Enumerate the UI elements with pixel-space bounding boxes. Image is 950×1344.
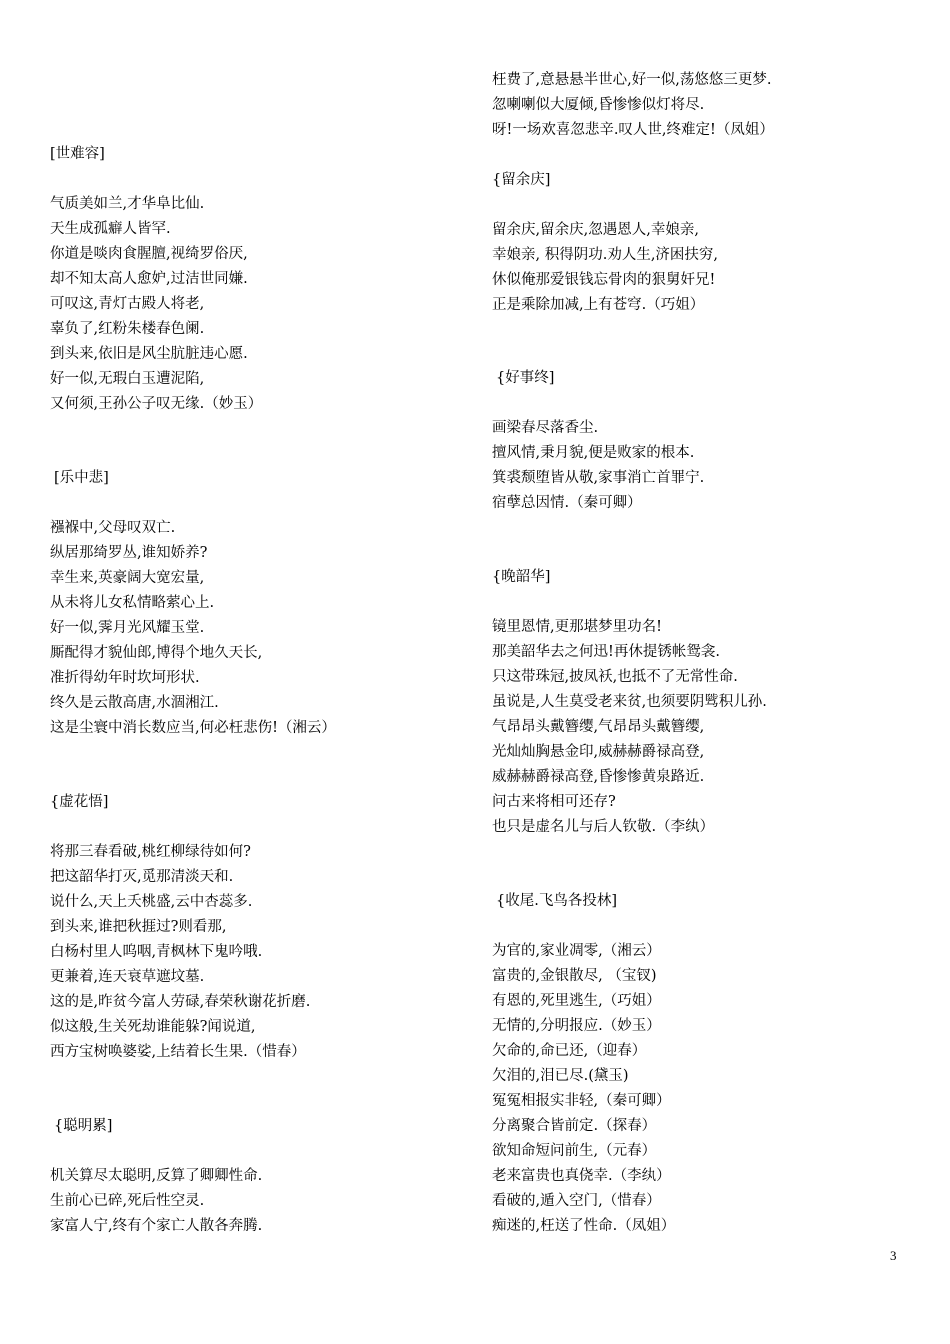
poem-line: 画梁春尽落香尘.	[492, 420, 599, 436]
poem-line: 生前心已碎,死后性空灵.	[50, 1193, 205, 1209]
section-title-lezhongbei: [乐中悲]	[54, 470, 109, 486]
poem-line: 呀!一场欢喜忽悲辛.叹人世,终难定!（凤姐）	[492, 122, 774, 138]
poem-line: 有恩的,死里逃生,（巧姐）	[492, 993, 661, 1009]
poem-line: 分离聚合皆前定.（探春）	[492, 1118, 657, 1134]
section-title-congminglei: {聪明累]	[54, 1118, 113, 1134]
poem-line: 气昂昂头戴簪缨,气昂昂头戴簪缨,	[492, 719, 705, 735]
poem-line: 休似俺那爱银钱忘骨肉的狠舅奸兄!	[492, 272, 716, 288]
poem-line: 欠命的,命已还,（迎春）	[492, 1043, 647, 1059]
poem-line: 只这带珠冠,披凤袄,也抵不了无常性命.	[492, 669, 738, 685]
poem-line: 纵居那绮罗丛,谁知娇养?	[50, 545, 208, 561]
section-title-xuhuawu: {虚花悟]	[50, 794, 109, 810]
poem-line: 看破的,遁入空门,（惜春）	[492, 1193, 661, 1209]
poem-line: 到头来,依旧是风尘肮脏违心愿.	[50, 346, 248, 362]
poem-line: 把这韶华打灭,觅那清淡天和.	[50, 869, 234, 885]
section-title-haoshizhong: {好事终]	[496, 370, 555, 386]
poem-line: 家富人宁,终有个家亡人散各奔腾.	[50, 1218, 263, 1234]
poem-line: 无情的,分明报应.（妙玉）	[492, 1018, 661, 1034]
poem-line: 又何须,王孙公子叹无缘.（妙玉）	[50, 396, 263, 412]
poem-line: 镜里恩情,更那堪梦里功名!	[492, 619, 662, 635]
poem-line: 威赫赫爵禄高登,昏惨惨黄泉路近.	[492, 769, 705, 785]
poem-line: 从未将儿女私情略萦心上.	[50, 595, 215, 611]
section-title-liuyuqing: {留余庆]	[492, 172, 551, 188]
poem-line: 机关算尽太聪明,反算了卿卿性命.	[50, 1168, 263, 1184]
poem-line: 准折得幼年时坎坷形状.	[50, 670, 200, 686]
poem-line: 为官的,家业凋零,（湘云）	[492, 943, 661, 959]
poem-line: 幸生来,英豪阔大宽宏量,	[50, 570, 205, 586]
poem-line: 到头来,谁把秋捱过?则看那,	[50, 919, 227, 935]
poem-line: 厮配得才貌仙郎,博得个地久天长,	[50, 645, 263, 661]
poem-line: 问古来将相可还存?	[492, 794, 616, 810]
page-number: 3	[890, 1248, 897, 1263]
poem-line: 光灿灿胸悬金印,威赫赫爵禄高登,	[492, 744, 705, 760]
poem-line: 却不知太高人愈妒,过洁世同嫌.	[50, 271, 248, 287]
poem-line: 白杨村里人呜咽,青枫林下鬼吟哦.	[50, 944, 263, 960]
poem-line: 气质美如兰,才华阜比仙.	[50, 196, 205, 212]
poem-line: 虽说是,人生莫受老来贫,也须要阴骘积儿孙.	[492, 694, 767, 710]
poem-line: 辜负了,红粉朱楼春色阑.	[50, 321, 205, 337]
poem-line: 富贵的,金银散尽, （宝钗)	[492, 968, 657, 984]
poem-line: 宿孽总因情.（秦可卿）	[492, 495, 642, 511]
poem-line: 冤冤相报实非轻,（秦可卿）	[492, 1093, 671, 1109]
poem-line: 襁褓中,父母叹双亡.	[50, 520, 176, 536]
poem-line: 留余庆,留余庆,忽遇恩人,幸娘亲,	[492, 222, 699, 238]
section-title-wanshaohua: {晚韶华]	[492, 569, 551, 585]
poem-line: 西方宝树唤婆娑,上结着长生果.（惜春）	[50, 1044, 306, 1060]
poem-line: 好一似,霁月光风耀玉堂.	[50, 620, 205, 636]
poem-line: 更兼着,连天衰草遮坟墓.	[50, 969, 205, 985]
poem-line: 说什么,天上夭桃盛,云中杏蕊多.	[50, 894, 253, 910]
poem-line: 擅风情,秉月貌,便是败家的根本.	[492, 445, 695, 461]
poem-line: 这的是,昨贫今富人劳碌,春荣秋谢花折磨.	[50, 994, 311, 1010]
poem-line: 箕裘颓堕皆从敬,家事消亡首罪宁.	[492, 470, 705, 486]
poem-line: 忽喇喇似大厦倾,昏惨惨似灯将尽.	[492, 97, 705, 113]
poem-line: 痴迷的,枉送了性命.（凤姐）	[492, 1218, 676, 1234]
poem-line: 你道是啖肉食腥膻,视绮罗俗厌,	[50, 246, 248, 262]
section-title-shinanrong: [世难容]	[50, 146, 105, 162]
poem-line: 正是乘除加减,上有苍穹.（巧姐）	[492, 297, 705, 313]
poem-line: 欠泪的,泪已尽.(黛玉)	[492, 1068, 629, 1084]
poem-line: 幸娘亲, 积得阴功.劝人生,济困扶穷,	[492, 247, 719, 263]
poem-line: 老来富贵也真侥幸.（李纨）	[492, 1168, 671, 1184]
poem-line: 可叹这,青灯古殿人将老,	[50, 296, 205, 312]
section-title-shouwei: {收尾.飞鸟各投林]	[496, 893, 617, 909]
poem-line: 将那三春看破,桃红柳绿待如何?	[50, 844, 251, 860]
poem-line: 这是尘寰中消长数应当,何必枉悲伤!（湘云）	[50, 720, 336, 736]
poem-line: 好一似,无瑕白玉遭泥陷,	[50, 371, 205, 387]
poem-line: 终久是云散高唐,水涸湘江.	[50, 695, 219, 711]
poem-line: 似这般,生关死劫谁能躲?闻说道,	[50, 1019, 256, 1035]
poem-line: 也只是虚名儿与后人钦敬.（李纨）	[492, 819, 715, 835]
poem-line: 欲知命短问前生,（元春）	[492, 1143, 657, 1159]
poem-line: 天生成孤癖人皆罕.	[50, 221, 171, 237]
poem-line: 那美韶华去之何迅!再休提锈帐鸳衾.	[492, 644, 720, 660]
poem-line: 枉费了,意悬悬半世心,好一似,荡悠悠三更梦.	[492, 72, 772, 88]
